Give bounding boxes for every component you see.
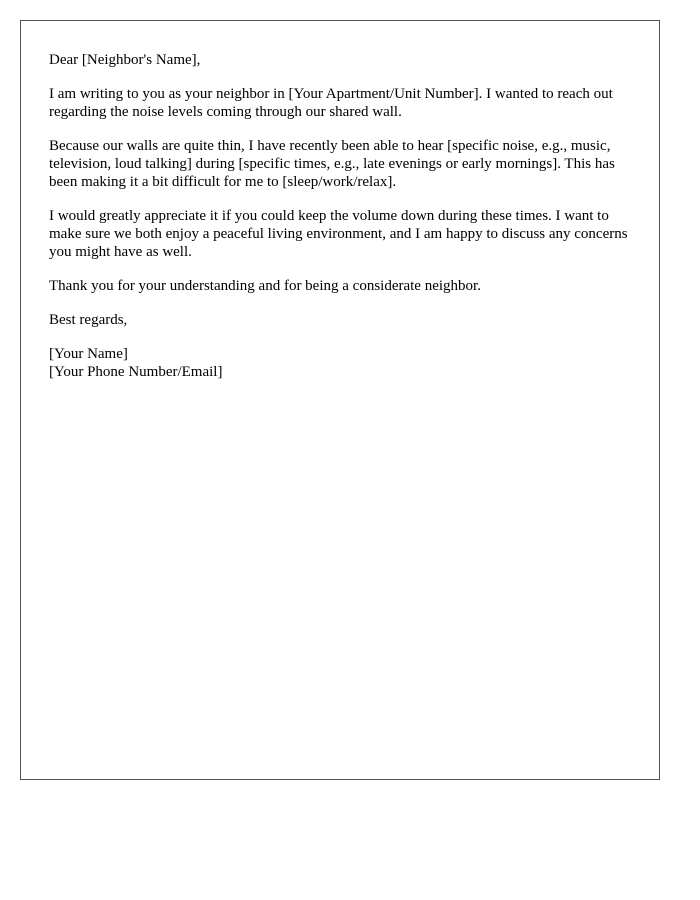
signature-name: [Your Name] [49,346,128,362]
letter-paragraph-issue: Because our walls are quite thin, I have recently been able to hear [specific noise, e.g., music, television, loud talking] during [specific times, e.g., late evenings or early mornings]. This has been making it a bit difficult for me to [sleep/work/relax]. [49,138,615,190]
letter-salutation: Dear [Neighbor's Name], [49,52,201,68]
letter-paragraph-thanks: Thank you for your understanding and for being a considerate neighbor. [49,278,481,294]
letter-signature [49,345,631,381]
letter-paragraph-request: I would greatly appreciate it if you could keep the volume down during these times. I want to make sure we both enjoy a peaceful living environment, and I am happy to discuss any concerns you might have as well. [49,208,628,260]
signature-contact: [Your Phone Number/Email] [49,364,223,380]
letter-page [20,20,660,780]
letter-paragraph-intro: I am writing to you as your neighbor in [Your Apartment/Unit Number]. I wanted to reach out regarding the noise levels coming through our shared wall. [49,86,613,120]
letter-closing: Best regards, [49,312,128,328]
